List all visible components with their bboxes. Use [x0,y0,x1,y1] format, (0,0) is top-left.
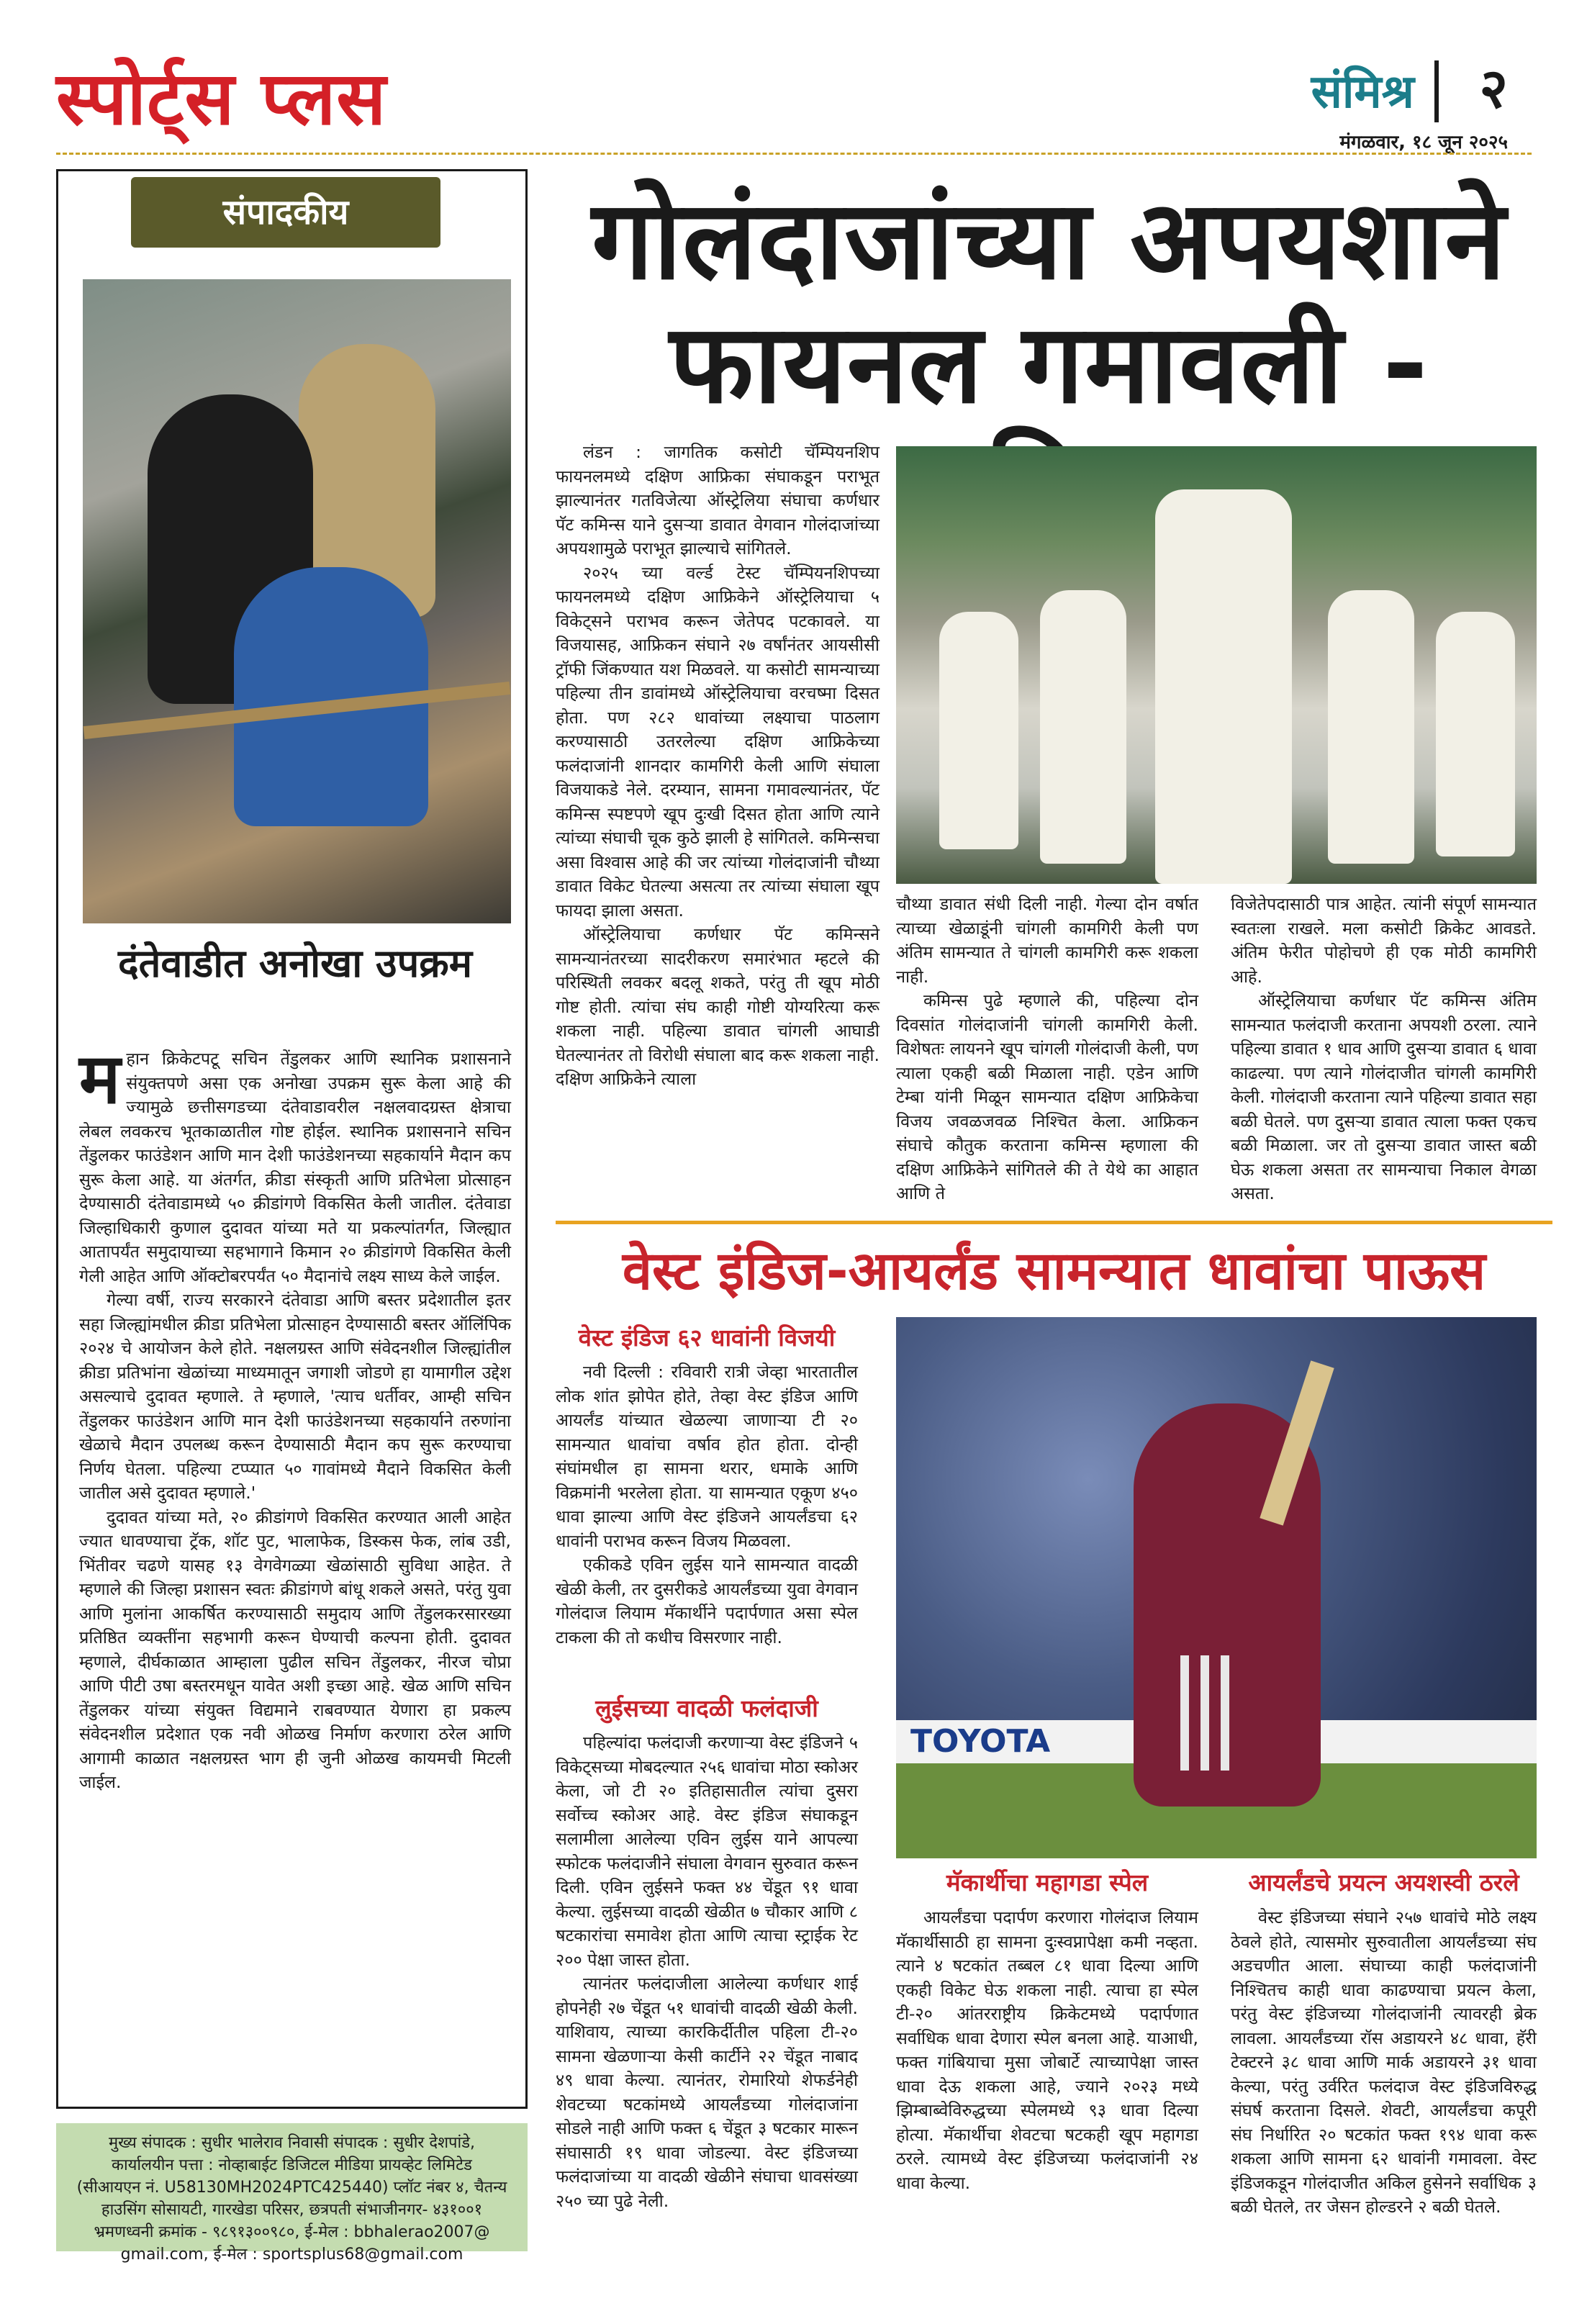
story2-paragraph: त्यानंतर फलंदाजीला आलेल्या कर्णधार शाई होपनेही २७ चेंडूत ५१ धावांची वादळी खेळी केली. याशिवाय, त्याच्या कारकिर्दीतील पहिला टी-२० सामना खेळणाऱ्या केसी कार्टीने २२ चेंडूत नाबाद ४९ धावा केल्या. त्यानंतर, रोमारियो शेफर्डनेही शेवटच्या षटकांमध्ये आयर्लंडच्या गोलंदाजांना सोडले नाही आणि फक्त ६ चेंडूत ३ षटकार मारून संघासाठी १९ धावा जोडल्या. वेस्ट इंडिजच्या फलंदाजांच्या या वादळी खेळीने संघाचा धावसंख्या २५० च्या पुढे नेली. [556,1973,858,2211]
story2-column-1 [556,1360,858,1650]
editorial-paragraph: हान क्रिकेटपटू सचिन तेंडुलकर आणि स्थानिक प्रशासनाने संयुक्तपणे असा एक अनोखा उपक्रम सुरू केला आहे की ज्यामुळे छत्तीसगडच्या दंतेवाडावरील नक्षलवादग्रस्त क्षेत्राचा लेबल लवकरच भूतकाळातील गोष्ट होईल. स्थानिक प्रशासनाने सचिन तेंडुलकर फाउंडेशन आणि मान देशी फाउंडेशनच्या सहकार्याने मैदान कप सुरू केला आहे. या अंतर्गत, क्रीडा संस्कृती आणि प्रतिभेला प्रोत्साहन देण्यासाठी दंतेवाडामध्ये ५० क्रीडांगणे विकसित केली जातील. दंतेवाडा जिल्हाधिकारी कुणाल दुदावत यांच्या मते या प्रकल्पांतर्गत, जिल्ह्यात आतापर्यंत समुदायाच्या सहभागाने किमान २० क्रीडांगणे विकसित केली गेली आहेत आणि ऑक्टोबरपर्यंत ५० मैदानांचे लक्ष्य साध्य केले जाईल. [79,1049,511,1286]
story1-paragraph: लंडन : जागतिक कसोटी चॅम्पियनशिप फायनलमध्ये दक्षिण आफ्रिका संघाकडून पराभूत झाल्यानंतर गतविजेत्या ऑस्ट्रेलिया संघाचा कर्णधार पॅट कमिन्स याने दुसऱ्या डावात वेगवान गोलंदाजांच्या अपयशामुळे पराभूत झाल्याचे सांगितले. [556,442,880,559]
section-divider [556,1221,1552,1224]
publisher-contact [56,2123,528,2264]
story2-subhead: आयर्लंडचे प्रयत्न अयशस्वी ठरले [1248,1868,1519,1896]
story2-paragraph: एकीकडे एविन लुईस याने सामन्यात वादळी खेळी केली, तर दुसरीकडे आयर्लंडच्या युवा वेगवान गोलंदाज लियाम मॅकार्थीने पदार्पणात असा स्पेल टाकला की तो कधीच विसरणार नाही. [556,1555,858,1647]
editorial-body [79,1039,511,1795]
photo-player [1436,612,1515,856]
editorial-title: दंतेवाडीत अनोखा उपक्रम [117,941,473,986]
story2-paragraph: नवी दिल्ली : रविवारी रात्री जेव्हा भारतातील लोक शांत झोपेत होते, तेव्हा वेस्ट इंडिज आणि आयर्लंड यांच्यात खेळल्या जाणाऱ्या टी २० सामन्यात धावांचा वर्षाव होत होता. दोन्ही संघांमधील हा सामना थरार, धमाके आणि विक्रमांनी भरलेला होता. या सामन्यात एकूण ४५० धावा झाल्या आणि वेस्ट इंडिजने आयर्लंडचा ६२ धावांनी पराभव करून विजय मिळवला. [556,1362,858,1551]
story2-subhead: मॅकार्थीचा महागडा स्पेल [946,1868,1149,1896]
story2-paragraph: आयर्लंडचा पदार्पण करणारा गोलंदाज लियाम मॅकार्थीसाठी हा सामना दुःस्वप्नापेक्षा कमी नव्हता. त्याने ४ षटकांत तब्बल ८१ धावा दिल्या आणि एकही विकेट घेऊ शकला नाही. त्याचा हा स्पेल टी-२० आंतरराष्ट्रीय क्रिकेटमध्ये पदार्पणात सर्वाधिक धावा देणारा स्पेल बनला आहे. याआधी, फक्त गांबियाचा मुसा जोबार्टे त्याच्यापेक्षा जास्त धावा देऊ शकला आहे, ज्याने २०२३ मध्ये झिम्बाब्वेविरुद्धच्या स्पेलमध्ये ९३ धावा दिल्या होत्या. मॅकार्थीचा शेवटचा षटकही खूप महागडा ठरले. त्यामध्ये वेस्ट इंडिजच्या फलंदाजांनी २४ धावा केल्या. [896,1907,1198,2193]
story2-subhead: वेस्ट इंडिज ६२ धावांनी विजयी [578,1324,836,1352]
contact-line: gmail.com, ई-मेल : sportsplus68@gmail.com [120,2246,464,2264]
story1-headline-line: फायनल गमावली - [669,300,1429,428]
story1-column-3 [1231,892,1537,1206]
contact-line: मुख्य संपादक : सुधीर भालेराव निवासी संपादक : सुधीर देशपांडे, [108,2134,476,2152]
story1-column-1 [556,440,880,1092]
story1-paragraph: २०२५ च्या वर्ल्ड टेस्ट चॅम्पियनशिपच्या फायनलमध्ये दक्षिण आफ्रिकेने ऑस्ट्रेलियाचा ५ विकेट्सने पराभव करून जेतेपद पटकावले. या विजयासह, आफ्रिकन संघाने २७ वर्षांनंतर आयसीसी ट्रॉफी जिंकण्यात यश मिळवले. या कसोटी सामन्याच्या पहिल्या तीन डावांमध्ये ऑस्ट्रेलियाचा वरचष्मा दिसत होता. पण २८२ धावांच्या लक्ष्याचा पाठलाग करण्यासाठी उतरलेल्या दक्षिण आफ्रिकेच्या फलंदाजांनी शानदार कामगिरी केली आणि संघाला विजयाकडे नेले. दरम्यान, सामना गमावल्यानंतर, पॅट कमिन्स स्पष्टपणे खूप दुःखी दिसत होता आणि त्याने त्यांच्या संघाची चूक कुठे झाली हे सांगितले. कमिन्सचा असा विश्वास आहे की जर त्यांच्या गोलंदाजांनी चौथ्या डावात विकेट घेतल्या असत्या तर त्यांच्या संघाला खूप फायदा झाला असता. [556,562,880,921]
story1-column-2 [896,892,1198,1206]
australia-team-photo [896,446,1537,884]
editorial-paragraph: गेल्या वर्षी, राज्य सरकारने दंतेवाडा आणि बस्तर प्रदेशातील इतर सहा जिल्ह्यांमधील क्रीडा प्रतिभेला प्रोत्साहन देण्यासाठी बस्तर ऑलिंपिक २०२४ चे आयोजन केले होते. नक्षलग्रस्त आणि संवेदनशील जिल्ह्यांतील क्रीडा प्रतिभांना खेळांच्या माध्यमातून जगाशी जोडणे हा यामागील उद्देश असल्याचे दुदावत म्हणाले. ते म्हणाले, 'त्याच धर्तीवर, आम्ही सचिन तेंडुलकर फाउंडेशन आणि मान देशी फाउंडेशनच्या सहकार्याने तरुणांना खेळाचे मैदान उपलब्ध करून देण्यासाठी मैदान कप सुरू करण्याचा निर्णय घेतला. पहिल्या टप्प्यात ५० गावांमध्ये मैदाने विकसित केली जातील असे दुदावत म्हणाले.' [79,1290,511,1503]
west-indies-batter-photo [896,1317,1537,1858]
masthead-rule [56,153,1532,155]
story1-paragraph: कमिन्स पुढे म्हणाले की, पहिल्या दोन दिवसांत गोलंदाजांनी चांगली कामगिरी केली. विशेषतः लायनने खूप चांगली गोलंदाजी केली, पण त्याला एकही बळी मिळाला नाही. एडेन आणि टेम्बा यांनी मिळून सामन्यात दक्षिण आफ्रिकेचा विजय जवळजवळ निश्चित केला. आफ्रिकन संघाचे कौतुक करताना कमिन्स म्हणाला की दक्षिण आफ्रिकेने सांगितले की ते येथे का आहात आणि ते [896,990,1198,1203]
story2-subhead: लुईसच्या वादळी फलंदाजी [595,1694,818,1722]
story2-paragraph: वेस्ट इंडिजच्या संघाने २५७ धावांचे मोठे लक्ष्य ठेवले होते, त्यासमोर सुरुवातीला आयर्लंडच्या संघ अडचणीत आला. संघाच्या काही फलंदाजांनी निश्चितच काही धावा काढण्याचा प्रयत्न केला, परंतु वेस्ट इंडिजच्या गोलंदाजांनी त्यावरही ब्रेक लावला. आयर्लंडच्या रॉस अडायरने ४८ धावा, हॅरी टेक्टरने ३८ धावा आणि मार्क अडायरने ३१ धावा केल्या, परंतु उर्वरित फलंदाज वेस्ट इंडिजविरुद्ध संघर्ष करताना दिसले. शेवटी, आयर्लंडचा कपूरी संघ निर्धारित २० षटकांत फक्त १९४ धावा करू शकला आणि सामना ६२ धावांनी गमावला. वेस्ट इंडिजकडून गोलंदाजीत अकिल हुसेनने सर्वाधिक ३ बळी घेतले, तर जेसन होल्डरने २ बळी घेतले. [1231,1907,1537,2217]
story2-column-2 [556,1731,858,2213]
photo-player [1040,590,1126,864]
story1-headline-line: गोलंदाजांच्या अपयशाने [592,176,1506,304]
photo-player [939,612,1018,849]
story1-paragraph: चौथ्या डावात संधी दिली नाही. गेल्या दोन वर्षात त्याच्या खेळाडूंनी चांगली कामगिरी केली पण अंतिम सामन्यात ते चांगली कामगिरी करू शकला नाही. [896,894,1198,987]
photo-advert-board: TOYOTA [896,1720,1537,1763]
story1-paragraph: ऑस्ट्रेलियाचा कर्णधार पॅट कमिन्स अंतिम सामन्यात फलंदाजी करताना अपयशी ठरला. त्याने पहिल्या डावात १ धाव आणि दुसऱ्या डावात ६ धावा काढल्या. पण त्याने गोलंदाजीत चांगली कामगिरी केली. गोलंदाजी करताना त्याने पहिल्या डावात सहा बळी घेतले. पण दुसऱ्या डावात त्याला फक्त एकच बळी मिळाला. जर तो दुसऱ्या डावात जास्त बळी घेऊ शकला असता तर सामन्याचा निकाल वेगळा असता. [1231,990,1537,1203]
page-number: २ [1479,56,1508,120]
contact-line: (सीआयएन नं. U58130MH2024PTC425440) प्लॉट नंबर ४, चैतन्य [76,2179,507,2197]
editorial-paragraph: दुदावत यांच्या मते, २० क्रीडांगणे विकसित करण्यात आली आहेत ज्यात धावण्याचा ट्रॅक, शॉट पुट, भालाफेक, डिस्कस फेक, लांब उडी, भिंतीवर चढणे यासह १३ वेगवेगळ्या खेळांसाठी सुविधा आहेत. ते म्हणाले की जिल्हा प्रशासन स्वतः क्रीडांगणे बांधू शकले असते, परंतु युवा आणि मुलांना आकर्षित करण्यासाठी समुदाय आणि तेंडुलकरसारख्या प्रतिष्ठित व्यक्तींना सहभागी करून घेण्याची कल्पना होती. दुदावत म्हणाले, दीर्घकाळात आम्हाला पुढील सचिन तेंडुलकर, नीरज चोप्रा आणि पीटी उषा बस्तरमधून यावेत अशी इच्छा आहे. खेळ आणि सचिन तेंडुलकर यांच्या संयुक्त विद्यमाने राबवण्यात येणारा हा प्रकल्प संवेदनशील प्रदेशात एक नवी ओळख निर्माण करणारा ठरेल आणि आगामी काळात नक्षलग्रस्त भाग ही जुनी ओळख कायमची मिटली जाईल. [79,1506,511,1792]
contact-line: कार्यालयीन पत्ता : नोव्हाबाईट डिजिटल मीडिया प्रायव्हेट लिमिटेड [112,2156,472,2174]
contact-line: भ्रमणध्वनी क्रमांक - ९८९१३००९८०, ई-मेल : bbhalerao2007@ [94,2223,490,2241]
story2-column-4 [1231,1906,1537,2220]
issue-date: मंगळवार, १८ जून २०२५ [1339,132,1508,153]
contact-line: हाउसिंग सोसायटी, गारखेडा परिसर, छत्रपती संभाजीनगर- ४३१००१ [101,2201,483,2219]
editorial-label: संपादकीय [131,177,440,248]
photo-player-captain [1155,489,1292,884]
editorial-dropcap: म [79,1039,121,1119]
story1-paragraph: ऑस्ट्रेलियाचा कर्णधार पॅट कमिन्सने सामन्यानंतरच्या सादरीकरण समारंभात म्हटले की परिस्थिती लवकर बदलू शकते, परंतु ती खूप मोठी गोष्ट होती. त्यांचा संघ काही गोष्टी योग्यरित्या करू शकला नाही. पहिल्या डावात चांगली आघाडी घेतल्यानंतर तो विरोधी संघाला बाद करू शकला नाही. दक्षिण आफ्रिकेने त्याला [556,924,880,1089]
photo-stumps [1180,1655,1231,1771]
story1-paragraph: विजेतेपदासाठी पात्र आहेत. त्यांनी संपूर्ण सामन्यात स्वतःला राखले. मला कसोटी क्रिकेट आवडते. अंतिम फेरीत पोहोचणे ही एक मोठी कामगिरी आहे. [1231,894,1537,987]
editorial-photo [83,279,511,923]
masthead-logo: स्पोर्ट्स प्लस [56,55,387,142]
story2-column-3 [896,1906,1198,2195]
photo-player [1328,590,1414,864]
story2-headline: वेस्ट इंडिज-आयर्लंड सामन्यात धावांचा पाऊस [622,1240,1486,1302]
section-label: संमिश्र [1311,65,1414,119]
masthead-divider [1434,60,1439,122]
story2-paragraph: पहिल्यांदा फलंदाजी करणाऱ्या वेस्ट इंडिजने ५ विकेट्सच्या मोबदल्यात २५६ धावांचा मोठा स्कोअर केला, जो टी २० इतिहासातील त्यांचा दुसरा सर्वोच्च स्कोअर आहे. वेस्ट इंडिज संघाकडून सलामीला आलेल्या एविन लुईस याने आपल्या स्फोटक फलंदाजीने संघाला वेगवान सुरुवात करून दिली. एविन लुईसने फक्त ४४ चेंडूत ९१ धावा केल्या. लुईसच्या वादळी खेळीत ७ चौकार आणि ८ षटकारांचा समावेश होता आणि त्याचा स्ट्राईक रेट २०० पेक्षा जास्त होता. [556,1732,858,1970]
